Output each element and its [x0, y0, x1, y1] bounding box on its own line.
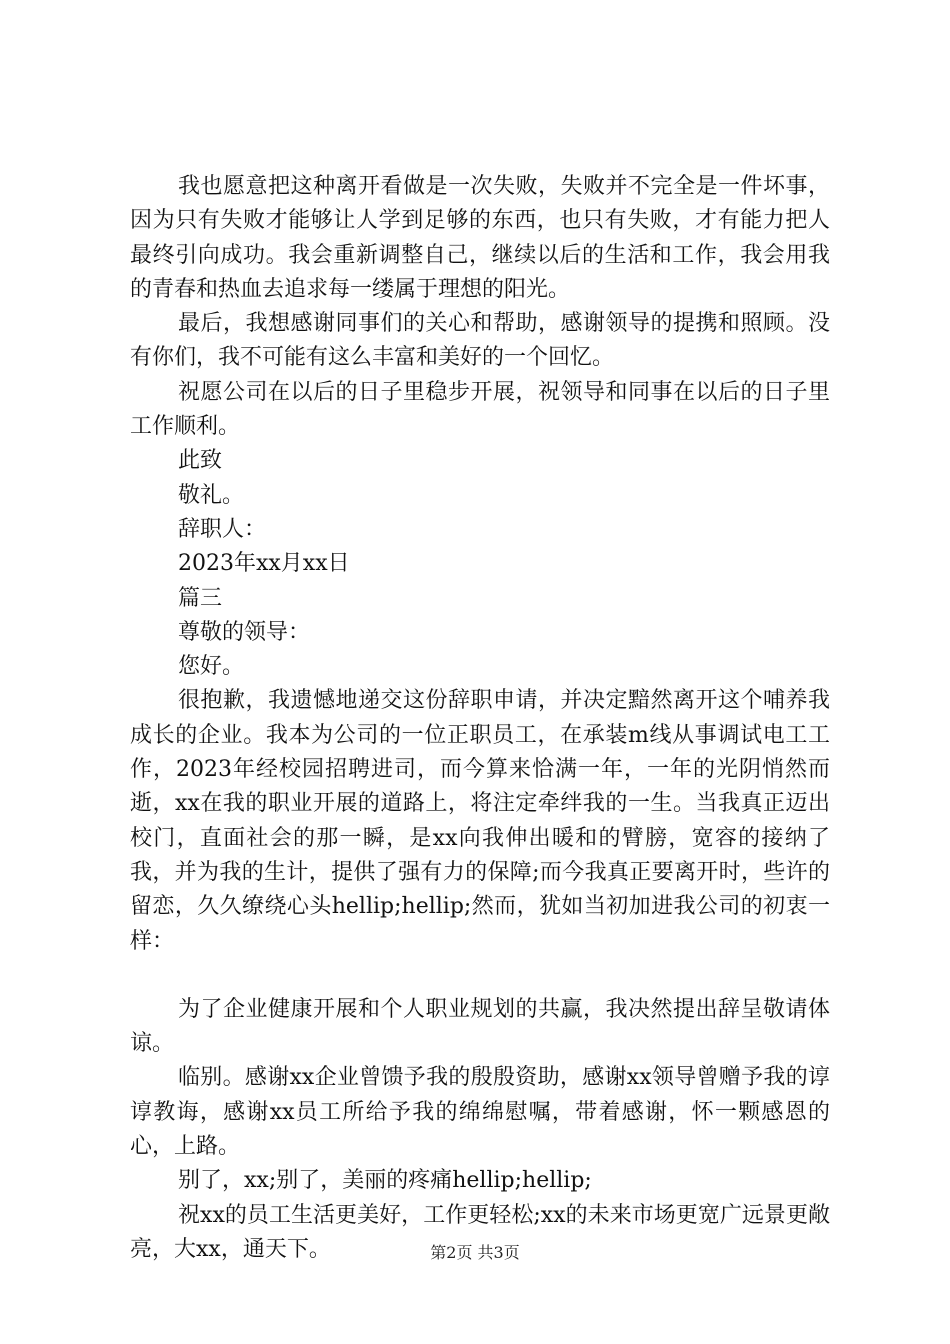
document-body	[130, 170, 830, 1267]
letter-hello: 您好。	[178, 654, 245, 680]
paragraph-farewell-thanks: 临别。感谢xx企业曾馈予我的殷殷资助，感谢xx领导曾赠予我的谆谆教诲，感谢xx员工所给予我的绵绵慰嘱，带着感谢，怀一颗感恩的心，上路。	[130, 1065, 830, 1160]
page-number-footer: 第2页 共3页	[430, 1243, 520, 1262]
section-heading: 篇三	[178, 585, 223, 611]
letter-greeting: 尊敬的领导：	[178, 619, 311, 645]
paragraph-failure-reflection: 我也愿意把这种离开看做是一次失败，失败并不完全是一件坏事，因为只有失败才能够让人学到足够的东西，也只有失败，才有能力把人最终引向成功。我会重新调整自己，继续以后的生活和工作，我会用我的青春和热血去追求每一缕属于理想的阳光。	[130, 174, 830, 302]
paragraph-farewell: 别了，xx;别了，美丽的疼痛hellip;hellip;	[178, 1168, 592, 1194]
paragraph-resignation-main: 很抱歉，我遗憾地递交这份辞职申请，并决定黯然离开这个哺养我成长的企业。我本为公司的一位正职员工，在承装m线从事调试电工工作，2023年经校园招聘进司，而今算来恰满一年，一年的光阴悄然而逝，xx在我的职业开展的道路上，将注定牵绊我的一生。当我真正迈出校门，直面社会的那一瞬，是xx向我伸出暖和的臂膀，宽容的接纳了我，并为我的生计，提供了强有力的保障;而今我真正要离开时，些许的留恋，久久缭绕心头hellip;hellip;然而，犹如当初加进我公司的初衷一样：	[130, 688, 830, 954]
closing-salutation: 此致	[178, 448, 223, 474]
closing-regards: 敬礼。	[178, 482, 245, 508]
paragraph-thanks-colleagues: 最后，我想感谢同事们的关心和帮助，感谢领导的提携和照顾。没有你们，我不可能有这么丰富和美好的一个回忆。	[130, 311, 830, 371]
paragraph-resignation-reason: 为了企业健康开展和个人职业规划的共赢，我决然提出辞呈敬请体谅。	[130, 996, 830, 1057]
paragraph-company-wishes: 祝愿公司在以后的日子里稳步开展，祝领导和同事在以后的日子里工作顺利。	[130, 379, 830, 440]
signature-line: 辞职人：	[178, 516, 267, 542]
paragraph-final-wishes: 祝xx的员工生活更美好，工作更轻松;xx的未来市场更宽广远景更敞亮，大xx，通天下。	[130, 1202, 830, 1262]
date-line: 2023年xx月xx日	[178, 551, 350, 577]
